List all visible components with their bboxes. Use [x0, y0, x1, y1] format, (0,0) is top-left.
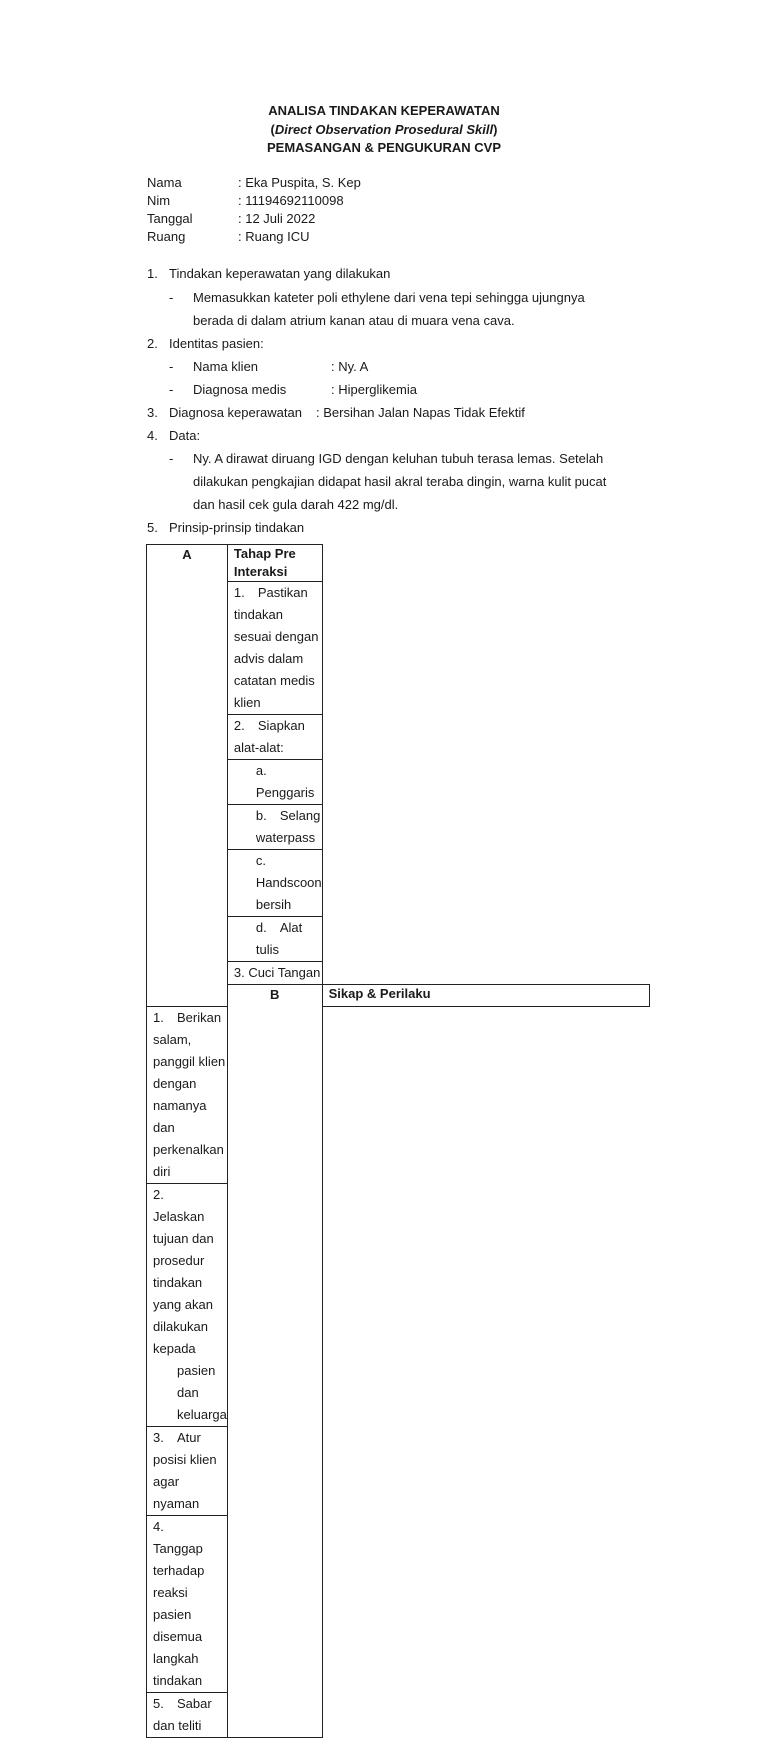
- label-nama-klien: Nama klien: [193, 359, 259, 374]
- item-number: 5.: [147, 520, 158, 535]
- item-prinsip: Prinsip-prinsip tindakan: [169, 520, 305, 535]
- label-diagnosa-keperawatan: Diagnosa keperawatan: [169, 405, 302, 420]
- doc-subtitle-italic: Direct Observation Prosedural Skill: [274, 122, 494, 137]
- item-tindakan: Tindakan keperawatan yang dilakukan: [169, 266, 391, 281]
- table-row: 5. Sabar dan teliti: [147, 1693, 650, 1738]
- table-row: 4.Tanggap terhadap reaksi pasien disemua langkah tindakan: [147, 1516, 650, 1693]
- table-row: 2. Siapkan alat-alat:: [147, 715, 650, 760]
- table-row: d. Alat tulis: [147, 917, 650, 962]
- dash: -: [169, 451, 174, 466]
- item-tindakan-desc: Memasukkan kateter poli ethylene dari vena tepi sehingga ujungnya: [193, 290, 585, 305]
- item-data: Data:: [169, 428, 201, 443]
- table-row: c.Handscoon bersih: [147, 850, 650, 917]
- item-tindakan-desc-cont: berada di dalam atrium kanan atau di muara vena cava.: [193, 313, 515, 328]
- item-data-desc: Ny. A dirawat diruang IGD dengan keluhan tubuh terasa lemas. Setelah: [193, 451, 604, 466]
- doc-subtitle: (Direct Observation Prosedural Skill): [270, 122, 498, 137]
- procedure-table: [146, 544, 650, 1738]
- dash: -: [169, 290, 174, 305]
- section-letter-b: B: [227, 985, 322, 1738]
- table-row: b. Selang waterpass: [147, 805, 650, 850]
- table-row: 1. Pastikan tindakan sesuai dengan advis dalam catatan medis klien: [147, 582, 650, 715]
- dash: -: [169, 359, 174, 374]
- dash: -: [169, 382, 174, 397]
- table-row: 3. Cuci Tangan: [147, 962, 650, 985]
- item-data-desc-cont: dan hasil cek gula darah 422 mg/dl.: [193, 497, 399, 512]
- doc-title: ANALISA TINDAKAN KEPERAWATAN: [268, 103, 500, 118]
- section-letter-a: A: [147, 545, 228, 1007]
- section-title-b: Sikap & Perilaku: [322, 985, 649, 1007]
- doc-procedure-title: PEMASANGAN & PENGUKURAN CVP: [266, 140, 502, 155]
- item-data-desc-cont: dilakukan pengkajian didapat hasil akral teraba dingin, warna kulit pucat: [193, 474, 607, 489]
- table-row: 1. Berikan salam, panggil klien dengan namanya dan perkenalkan diri: [147, 1007, 650, 1184]
- item-number: 1.: [147, 266, 158, 281]
- section-title-a: Tahap Pre Interaksi: [227, 545, 322, 582]
- value-diagnosa-keperawatan: : Bersihan Jalan Napas Tidak Efektif: [316, 405, 525, 420]
- document-page: ANALISA TINDAKAN KEPERAWATAN (Direct Observation Prosedural Skill) PEMASANGAN & PENGUKURAN CVP Nama : Eka Puspita, S. Kep Nim : 11194692110098 Tanggal : 12 Juli 2022 Ruang : Ruang ICU 1. Tindakan keperawatan yang dilakukan - Memasukkan kateter poli ethylene dari vena tepi sehingga ujungnya berada di dalam atrium kanan atau di muara vena cava. 2. Identitas pasien: - Nama klien : Ny. A - Diagnosa medis : Hiperglikemia 3. Diagnosa keperawatan : Bersihan Jalan Napas Tidak Efektif 4. Data: - Ny. A dirawat diruang IGD dengan keluhan tubuh terasa lemas. Setelah dilakukan pengkajian didapat hasil akral teraba dingin, warna kulit pucat dan hasil cek gula darah 422 mg/dl. 5. Prinsip-prinsip tindakan A Tahap Pre Interaksi 1. Pastikan tindakan sesuai dengan advis dalam catatan medis klien 2. Siapkan alat-alat: a.Penggaris b. Selang waterpass c.Handscoon bersih d. Alat tulis 3. Cuci Tangan B Sikap & Perilaku 1. Berikan salam, panggil klien dengan namanya dan perkenalkan diri 2.Jelaskan tujuan dan prosedur tindakan yang akan dilakukan kepada pasien dan keluarga 3. Atur posisi klien agar nyaman 4.Tanggap terhadap reaksi pasien disemua langkah tindakan 5. Sabar dan teliti: [0, 0, 768, 1024]
- value-diagnosa-medis: : Hiperglikemia: [331, 382, 417, 397]
- table-row: 3. Atur posisi klien agar nyaman: [147, 1427, 650, 1516]
- table-row: 2.Jelaskan tujuan dan prosedur tindakan yang akan dilakukan kepada pasien dan keluarga: [147, 1184, 650, 1427]
- item-identitas: Identitas pasien:: [169, 336, 264, 351]
- table-row: [147, 545, 650, 582]
- label-diagnosa-medis: Diagnosa medis: [193, 382, 287, 397]
- table-row: a.Penggaris: [147, 760, 650, 805]
- item-number: 3.: [147, 405, 158, 420]
- item-number: 4.: [147, 428, 158, 443]
- item-number: 2.: [147, 336, 158, 351]
- value-nama-klien: : Ny. A: [331, 359, 369, 374]
